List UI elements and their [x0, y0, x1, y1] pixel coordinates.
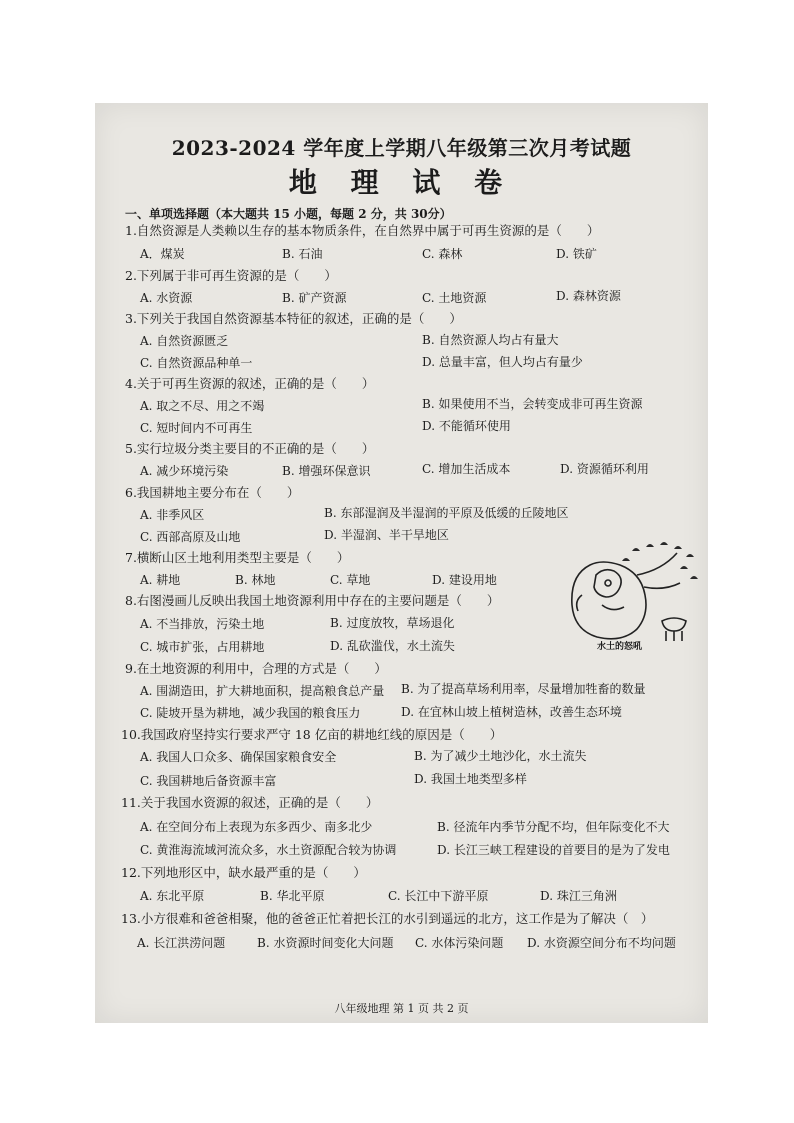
question-11-option-a: A. 在空间分布上表现为东多西少、南多北少: [140, 820, 373, 834]
question-1-stem: 1.自然资源是人类赖以生存的基本物质条件，在自然界中属于可再生资源的是（ ）: [125, 223, 600, 238]
question-4-option-a: A. 取之不尽、用之不竭: [140, 399, 265, 413]
question-6-option-d: D. 半湿润、半干旱地区: [324, 528, 449, 542]
question-13-option-a: A. 长江洪涝问题: [137, 936, 226, 950]
question-3-option-c: C. 自然资源品种单一: [140, 356, 253, 370]
question-4-stem: 4.关于可再生资源的叙述，正确的是（ ）: [125, 376, 375, 391]
question-9-option-c: C. 陡坡开垦为耕地，减少我国的粮食压力: [140, 706, 361, 720]
question-3-option-b: B. 自然资源人均占有量大: [422, 333, 559, 347]
question-2-option-a: A. 水资源: [140, 291, 193, 305]
soil-erosion-cartoon-icon: [562, 535, 700, 653]
question-4-option-d: D. 不能循环使用: [422, 419, 511, 433]
question-4-option-c: C. 短时间内不可再生: [140, 421, 253, 435]
question-3-option-a: A. 自然资源匮乏: [140, 334, 229, 348]
question-3-stem: 3.下列关于我国自然资源基本特征的叙述，正确的是（ ）: [125, 311, 462, 326]
question-2-option-c: C. 土地资源: [422, 291, 487, 305]
question-2-option-d: D. 森林资源: [556, 289, 621, 303]
question-10-option-b: B. 为了减少土地沙化，水土流失: [414, 749, 587, 763]
question-8-option-b: B. 过度放牧，草场退化: [330, 616, 455, 630]
question-10-option-c: C. 我国耕地后备资源丰富: [140, 774, 277, 788]
figure-caption: 水土的怒吼: [597, 642, 643, 652]
question-12-option-a: A. 东北平原: [140, 889, 205, 903]
question-11-option-d: D. 长江三峡工程建设的首要目的是为了发电: [437, 843, 670, 857]
question-10-stem: 10.我国政府坚持实行要求严守 18 亿亩的耕地红线的原因是（ ）: [121, 727, 503, 742]
question-2-stem: 2.下列属于非可再生资源的是（ ）: [125, 268, 337, 283]
question-13-option-c: C. 水体污染问题: [415, 936, 504, 950]
question-9-stem: 9.在土地资源的利用中，合理的方式是（ ）: [125, 661, 387, 676]
question-6-option-a: A. 非季风区: [140, 508, 205, 522]
question-6-option-c: C. 西部高原及山地: [140, 530, 241, 544]
question-5-option-b: B. 增强环保意识: [282, 464, 371, 478]
question-12-option-c: C. 长江中下游平原: [388, 889, 489, 903]
question-9-option-d: D. 在宜林山坡上植树造林，改善生态环境: [401, 705, 622, 719]
question-5-stem: 5.实行垃圾分类主要目的不正确的是（ ）: [125, 441, 375, 456]
question-3-option-d: D. 总量丰富，但人均占有量少: [422, 355, 583, 369]
question-9-option-a: A. 围湖造田，扩大耕地面积，提高粮食总产量: [140, 684, 385, 698]
question-5-option-c: C. 增加生活成本: [422, 462, 511, 476]
question-1-option-c: C. 森林: [422, 247, 463, 261]
question-6-option-b: B. 东部湿润及半湿润的平原及低缓的丘陵地区: [324, 506, 569, 520]
question-13-stem: 13.小方很难和爸爸相聚，他的爸爸正忙着把长江的水引到遥远的北方，这工作是为了解决（ ）: [121, 911, 654, 926]
question-10-option-a: A. 我国人口众多、确保国家粮食安全: [140, 750, 337, 764]
question-5-option-d: D. 资源循环利用: [560, 462, 649, 476]
question-1-option-b: B. 石油: [282, 247, 323, 261]
page-footer: 八年级地理 第 1 页 共 2 页: [334, 1002, 469, 1015]
question-13-option-b: B. 水资源时间变化大问题: [257, 936, 394, 950]
question-10-option-d: D. 我国土地类型多样: [414, 772, 527, 786]
question-13-option-d: D. 水资源空间分布不均问题: [527, 936, 676, 950]
question-9-option-b: B. 为了提高草场利用率，尽量增加牲畜的数量: [401, 682, 646, 696]
question-8-stem: 8.右图漫画儿反映出我国土地资源利用中存在的主要问题是（ ）: [125, 593, 500, 608]
question-6-stem: 6.我国耕地主要分布在（ ）: [125, 485, 300, 500]
question-4-option-b: B. 如果使用不当，会转变成非可再生资源: [422, 397, 643, 411]
question-11-option-b: B. 径流年内季节分配不均，但年际变化不大: [437, 820, 670, 834]
exam-subtitle: 地 理 试 卷: [288, 166, 515, 199]
question-7-option-d: D. 建设用地: [432, 573, 497, 587]
question-5-option-a: A. 减少环境污染: [140, 464, 229, 478]
question-1-option-d: D. 铁矿: [556, 247, 597, 261]
question-11-option-c: C. 黄淮海流域河流众多，水土资源配合较为协调: [140, 843, 397, 857]
question-2-option-b: B. 矿产资源: [282, 291, 347, 305]
question-7-option-a: A. 耕地: [140, 573, 181, 587]
question-7-option-b: B. 林地: [235, 573, 276, 587]
question-12-option-b: B. 华北平原: [260, 889, 325, 903]
question-7-stem: 7.横断山区土地利用类型主要是（ ）: [125, 550, 350, 565]
question-8-option-d: D. 乱砍滥伐，水土流失: [330, 639, 455, 653]
exam-title: 2023-2024 学年度上学期八年级第三次月考试题: [171, 136, 632, 160]
question-12-stem: 12.下列地形区中，缺水最严重的是（ ）: [121, 865, 366, 880]
question-8-option-a: A. 不当排放，污染土地: [140, 617, 265, 631]
exam-page: [95, 103, 708, 1023]
section-heading: 一、单项选择题（本大题共 15 小题，每题 2 分，共 30分）: [125, 207, 452, 221]
question-7-option-c: C. 草地: [330, 573, 371, 587]
question-12-option-d: D. 珠江三角洲: [540, 889, 617, 903]
question-11-stem: 11.关于我国水资源的叙述，正确的是（ ）: [121, 795, 379, 810]
question-8-option-c: C. 城市扩张，占用耕地: [140, 640, 265, 654]
question-1-option-a: A．煤炭: [140, 247, 185, 261]
